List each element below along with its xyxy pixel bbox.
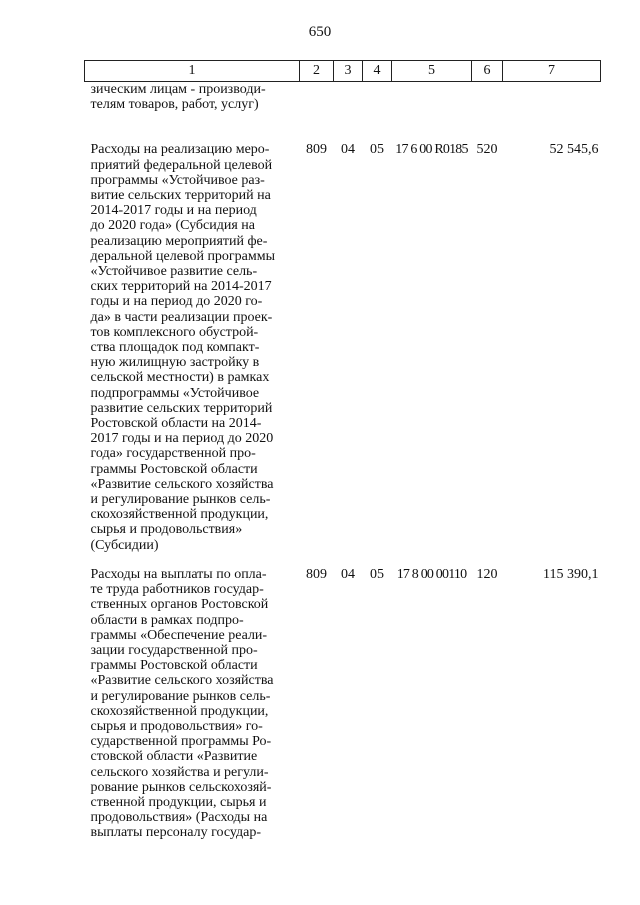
table-row xyxy=(85,553,601,841)
table-row-continuation xyxy=(85,82,601,113)
header-col-3: 3 xyxy=(334,61,363,82)
budget-table xyxy=(84,60,601,841)
header-col-2: 2 xyxy=(300,61,334,82)
row-description: Расходы на выплаты по опла- те труда работников государ- ственных органов Ростовской области в рамках подпро- граммы «Обеспечение реали- зации государственной про- граммы Ростовской области «Развитие сельского хозяйства и регулирование рынков сель- скохозяйственной продукции, сырья и продовольствия» го- сударственной программы Ро- стовской области «Развитие сельского хозяйства и регули- рование рынков сельскохозяй- ственной продукции, сырья и продовольствия» (Расходы на выплаты персоналу государ- xyxy=(90,566,274,841)
amount: 115 390,1 xyxy=(543,566,599,582)
expense-type-code: 520 xyxy=(476,142,498,158)
ministry-code: 809 xyxy=(306,566,327,582)
target-article-code: 17 6 00 R0185 xyxy=(395,142,468,158)
expense-type-code: 120 xyxy=(476,566,498,582)
subsection-code: 05 xyxy=(370,142,384,158)
page-number: 650 xyxy=(308,24,332,40)
header-col-4: 4 xyxy=(363,61,392,82)
header-col-5: 5 xyxy=(392,61,472,82)
header-col-6: 6 xyxy=(472,61,503,82)
section-code: 04 xyxy=(341,566,355,582)
subsection-code: 05 xyxy=(370,566,384,582)
header-col-7: 7 xyxy=(503,61,601,82)
continuation-description: зическим лицам - производи- телям товаров, работ, услуг) xyxy=(90,82,266,113)
amount: 52 545,6 xyxy=(549,142,599,158)
target-article-code: 17 8 00 00110 xyxy=(396,566,467,582)
table-header xyxy=(85,61,601,82)
header-col-1: 1 xyxy=(85,61,300,82)
ministry-code: 809 xyxy=(306,142,327,158)
row-description: Расходы на реализацию меро- приятий федеральной целевой программы «Устойчивое раз- витие сельских территорий на 2014-2017 годы и на период до 2020 года» (Субсидия на реализацию мероприятий фе- деральной целевой программы «Устойчивое развитие сель- ских территорий на 2014-2017 годы и на период до 2020 го- да» в части реализации проек- тов комплексного обустрой- ства площадок под компакт- ную жилищную застройку в сельской местности) в рамках подпрограммы «Устойчивое развитие сельских территорий Ростовской области на 2014- 2017 годы и на период до 2020 года» государственной про- граммы Ростовской области «Развитие сельского хозяйства и регулирование рынков сель- скохозяйственной продукции, сырья и продовольствия» (Субсидии) xyxy=(90,142,276,553)
table-row xyxy=(85,112,601,552)
section-code: 04 xyxy=(341,142,355,158)
